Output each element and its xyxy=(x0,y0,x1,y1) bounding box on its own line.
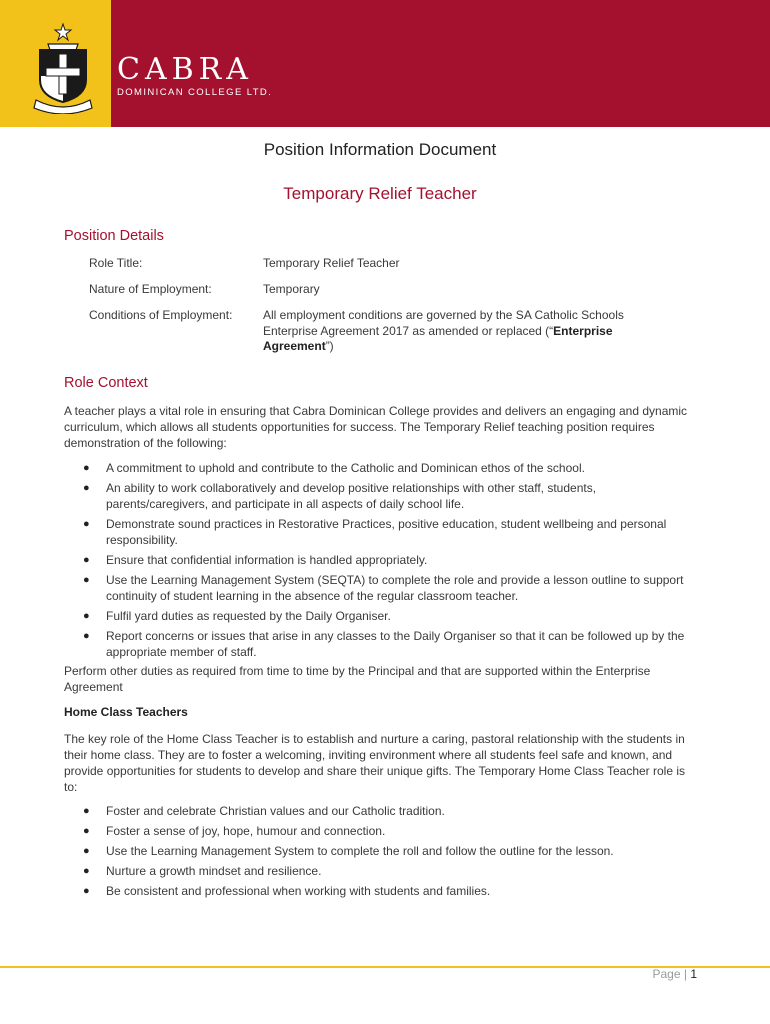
bullet-icon: ● xyxy=(83,885,90,897)
list-item: ● A commitment to uphold and contribute to the Catholic and Dominican ethos of the school. xyxy=(83,461,585,475)
brand-name: CABRA xyxy=(117,52,253,87)
bullet-icon: ● xyxy=(83,865,90,877)
list-item: ● Fulfil yard duties as requested by the Daily Organiser. xyxy=(83,609,391,623)
header-banner xyxy=(0,0,770,127)
bullet-icon: ● xyxy=(83,518,90,530)
bullet-icon: ● xyxy=(83,574,90,586)
role-context-heading: Role Context xyxy=(64,375,148,391)
conditions-text: All employment conditions are governed by the SA Catholic Schools Enterprise Agreement 2017 as amended or replaced (“ xyxy=(263,308,624,338)
home-class-intro: The key role of the Home Class Teacher is to establish and nurture a caring, pastoral relationship with the students in their home class. They are to foster a welcoming, inviting environment where all students feel safe and known, and provide opportunities for students to develop and share their unique gifts. The Temporary Home Class Teacher role is to: xyxy=(64,732,686,794)
enterprise-agreement-term: Enterprise Agreement xyxy=(263,323,613,353)
conditions-text-end: ”) xyxy=(325,339,334,353)
list-item: ● An ability to work collaboratively and develop positive relationships with other staff, students, parents/caregivers, and participate in all aspects of daily school life. xyxy=(83,481,597,511)
brand-subtitle: DOMINICAN COLLEGE LTD. xyxy=(117,87,273,98)
conditions-of-employment-label: Conditions of Employment: xyxy=(89,308,233,322)
list-item: ● Ensure that confidential information is handled appropriately. xyxy=(83,553,428,567)
conditions-of-employment-value xyxy=(263,308,663,355)
role-title-value: Temporary Relief Teacher xyxy=(263,256,400,270)
list-item: ● Foster a sense of joy, hope, humour and connection. xyxy=(83,824,386,838)
list-item: ● Use the Learning Management System (SEQTA) to complete the role and provide a lesson outline to support continuity of student learning in the absence of the regular classroom teacher. xyxy=(83,573,684,603)
home-class-list xyxy=(64,803,700,903)
page-number: Page | 1 xyxy=(652,967,697,981)
role-title-label: Role Title: xyxy=(89,256,143,270)
nature-of-employment-value: Temporary xyxy=(263,282,320,296)
list-item: ● Be consistent and professional when working with students and families. xyxy=(83,884,491,898)
crest-panel xyxy=(0,0,111,127)
position-details-heading: Position Details xyxy=(64,228,164,244)
bullet-icon: ● xyxy=(83,825,90,837)
bullet-icon: ● xyxy=(83,482,90,494)
list-item: ● Demonstrate sound practices in Restorative Practices, positive education, student wellbeing and personal responsibility. xyxy=(83,517,667,547)
bullet-icon: ● xyxy=(83,554,90,566)
role-context-list xyxy=(64,460,700,664)
role-context-closing: Perform other duties as required from time to time by the Principal and that are supported within the Enterprise Agreement xyxy=(64,664,651,694)
college-brand xyxy=(117,54,272,98)
document-subtitle: Temporary Relief Teacher xyxy=(283,184,477,203)
college-crest-icon xyxy=(30,22,96,114)
list-item: ● Nurture a growth mindset and resilience. xyxy=(83,864,322,878)
list-item: ● Use the Learning Management System to complete the roll and follow the outline for the lesson. xyxy=(83,844,614,858)
document-title: Position Information Document xyxy=(263,140,497,159)
brand-panel xyxy=(111,0,770,127)
bullet-icon: ● xyxy=(83,630,90,642)
bullet-icon: ● xyxy=(83,610,90,622)
bullet-icon: ● xyxy=(83,845,90,857)
nature-of-employment-label: Nature of Employment: xyxy=(89,282,212,296)
list-item: ● Foster and celebrate Christian values and our Catholic tradition. xyxy=(83,804,445,818)
list-item: ● Report concerns or issues that arise in any classes to the Daily Organiser so that it can be followed up by the appropriate member of staff. xyxy=(83,629,685,659)
bullet-icon: ● xyxy=(83,805,90,817)
home-class-heading: Home Class Teachers xyxy=(64,705,188,719)
role-context-intro: A teacher plays a vital role in ensuring that Cabra Dominican College provides and delivers an engaging and dynamic curriculum, which allows all students opportunities for success. The Temporary Relief teaching position requires demonstration of the following: xyxy=(64,404,688,450)
bullet-icon: ● xyxy=(83,462,90,474)
